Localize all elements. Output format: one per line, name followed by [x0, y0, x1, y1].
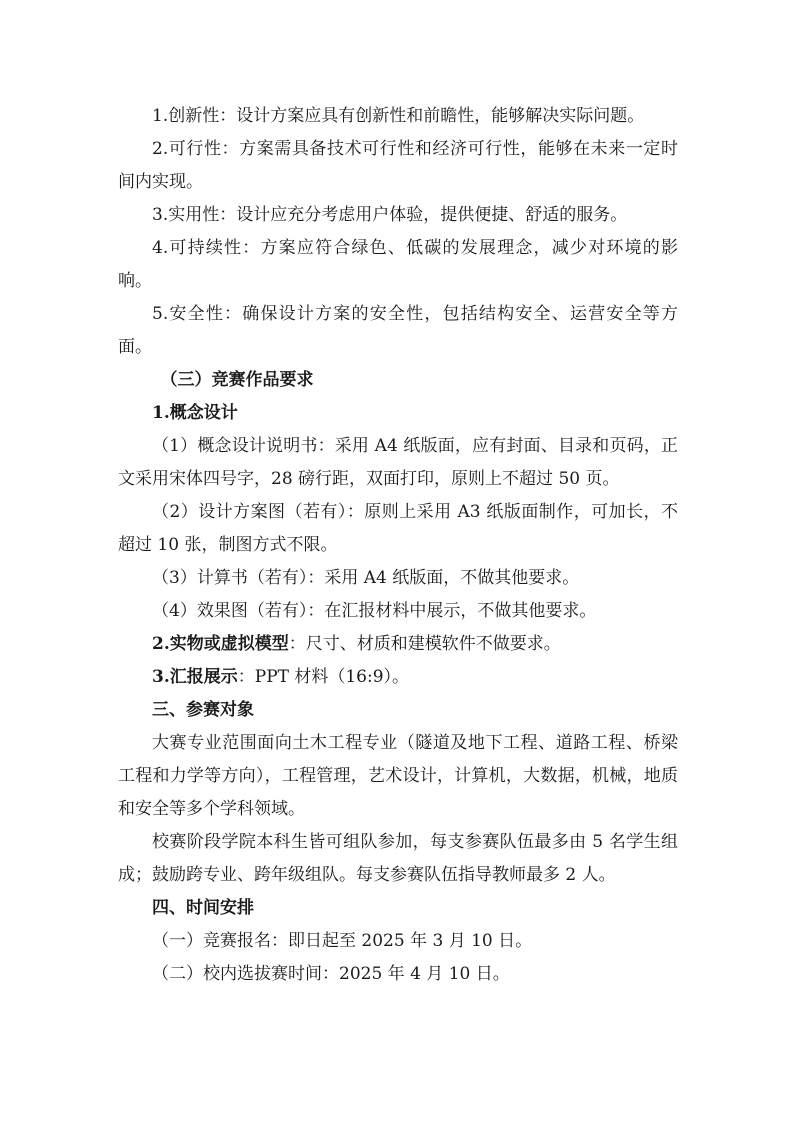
- criterion-safety: 5.安全性：确保设计方案的安全性，包括结构安全、运营安全等方面。: [118, 304, 678, 357]
- requirement-model: [118, 628, 678, 661]
- schedule-selection: （二）校内选拔赛时间：2025 年 4 月 10 日。: [152, 964, 510, 984]
- presentation-text: ：PPT 材料（16:9）。: [237, 667, 410, 687]
- schedule-registration: （一）竞赛报名：即日起至 2025 年 3 月 10 日。: [152, 931, 533, 951]
- criterion-sustainability: 4.可持续性：方案应符合绿色、低碳的发展理念，减少对环境的影响。: [118, 238, 678, 291]
- subheading-concept-design: 1.概念设计: [152, 403, 238, 423]
- section-heading-requirements: （三）竞赛作品要求: [160, 370, 314, 390]
- requirement-item-3: （3）计算书（若有）：采用 A4 纸版面，不做其他要求。: [152, 568, 580, 588]
- criterion-feasibility: 2.可行性：方案需具备技术可行性和经济可行性，能够在未来一定时间内实现。: [118, 139, 678, 192]
- requirement-item-1: （1）概念设计说明书：采用 A4 纸版面，应有封面、目录和页码，正文采用宋体四号字，28 磅行距，双面打印，原则上不超过 50 页。: [118, 436, 678, 489]
- participants-team-rules: 校赛阶段学院本科生皆可组队参加，每支参赛队伍最多由 5 名学生组成；鼓励跨专业、跨年级组队。每支参赛队伍指导教师最多 2 人。: [118, 832, 678, 885]
- section-heading-participants: 三、参赛对象: [152, 700, 254, 720]
- requirement-presentation: [118, 661, 678, 694]
- presentation-label: 3.汇报展示: [152, 667, 238, 687]
- criterion-practicality: 3.实用性：设计应充分考虑用户体验，提供便捷、舒适的服务。: [152, 205, 628, 225]
- participants-scope: 大赛专业范围面向土木工程专业（隧道及地下工程、道路工程、桥梁工程和力学等方向），工程管理，艺术设计，计算机，大数据，机械，地质和安全等多个学科领域。: [118, 733, 678, 819]
- requirement-item-2: （2）设计方案图（若有）：原则上采用 A3 纸版面制作，可加长，不超过 10 张，制图方式不限。: [118, 502, 678, 555]
- requirement-item-4: （4）效果图（若有）：在汇报材料中展示，不做其他要求。: [152, 601, 597, 621]
- section-heading-schedule: 四、时间安排: [152, 898, 254, 918]
- criterion-innovation: 1.创新性：设计方案应具有创新性和前瞻性，能够解决实际问题。: [152, 106, 645, 126]
- model-text: ：尺寸、材质和建模软件不做要求。: [288, 634, 561, 654]
- model-label: 2.实物或虚拟模型: [152, 634, 289, 654]
- document-page: [118, 100, 678, 991]
